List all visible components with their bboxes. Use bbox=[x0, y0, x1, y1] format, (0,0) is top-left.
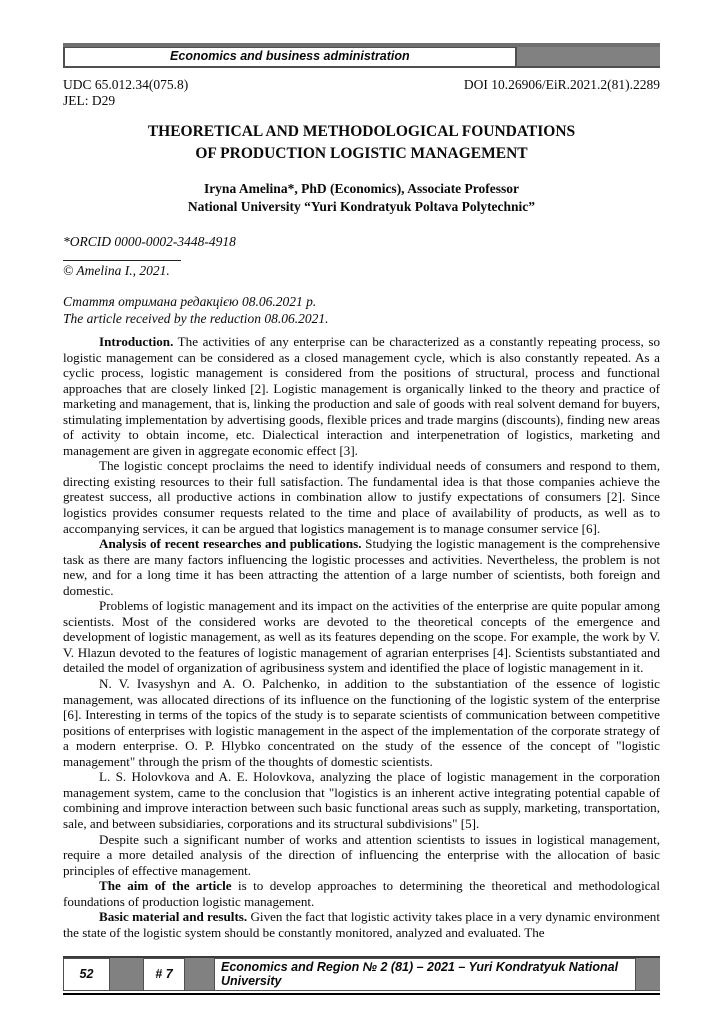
orcid-block bbox=[63, 234, 660, 279]
paragraph bbox=[63, 458, 660, 536]
running-head-row bbox=[63, 43, 660, 68]
author-affiliation-line: National University “Yuri Kondratyuk Poltava Polytechnic” bbox=[187, 199, 536, 214]
journal-title-line: Economics and Region № 2 (81) – 2021 – Yuri Kondratyuk National University bbox=[214, 958, 636, 991]
doi-code: DOI 10.26906/EiR.2021.2(81).2289 bbox=[463, 77, 660, 92]
article-title: THEORETICAL AND METHODOLOGICAL FOUNDATIONS OF PRODUCTION LOGISTIC MANAGEMENT bbox=[147, 123, 576, 162]
paragraph-text: N. V. Ivasyshyn and A. O. Palchenko, in addition to the substantiation of the essence of logistic management, was allocated directions of its influence on the functioning of the logistic system of the enterprise [6]. Interesting in terms of the topics of the study is to separate scientists of communication between competitive positions of enterprises with logistic management in the aspect of the implementation of the corporate strategy of a modern enterprise. O. P. Hlybko concentrated on the study of the essence of the concept of "logistic management" through the prism of the thoughts of domestic scientists. bbox=[63, 676, 660, 769]
paragraph-aim bbox=[63, 878, 660, 909]
paragraph-text: Given the fact that logistic activity takes place in a very dynamic environment the state of the logistic system should be constantly monitored, analyzed and evaluated. The bbox=[63, 909, 660, 940]
paragraph-text: is to develop approaches to determining the theoretical and methodological foundations of production logistic management. bbox=[63, 878, 660, 909]
received-dates bbox=[63, 294, 660, 327]
article-content bbox=[63, 77, 660, 940]
paragraph-text: Studying the logistic management is the comprehensive task as there are many factors influencing the logistic processes and activities. Nevertheless, the problem is not new, and for a long time it has been attracting the attention of a large number of scientists, both foreign and domestic. bbox=[63, 536, 660, 598]
footer-gray-block bbox=[185, 958, 214, 991]
page-footer bbox=[63, 956, 660, 995]
footer-row bbox=[63, 956, 660, 991]
author-block bbox=[63, 180, 660, 216]
paragraph bbox=[63, 598, 660, 676]
jel-code: JEL: D29 bbox=[63, 93, 116, 108]
paragraph-analysis bbox=[63, 536, 660, 598]
running-head-gray-block bbox=[517, 47, 660, 68]
paragraph-lead: Introduction. bbox=[99, 334, 174, 349]
footnote-rule bbox=[63, 260, 181, 261]
meta-row bbox=[63, 77, 660, 93]
running-head bbox=[63, 43, 660, 68]
paragraph-lead: The aim of the article bbox=[99, 878, 232, 894]
article-body bbox=[63, 334, 660, 940]
paragraph-text: Despite such a significant number of works and attention scientists to issues in logistical management, require a more detailed analysis of the direction of influencing the enterprise with the allocation of basic principles of effective management. bbox=[63, 831, 660, 878]
footer-gray-block bbox=[110, 958, 143, 991]
issue-number: # 7 bbox=[143, 958, 185, 991]
paragraph-text: The activities of any enterprise can be characterized as a constantly repeating process, so logistic management can be considered as a closed management cycle, which is also constantly repeated. As a cyclic process, logistic management is considered from the positions of structural, process and functional approaches that are closely linked [2]. Logistic management is organically linked to the theory and practice of marketing and management, that is, linking the production and sale of goods with real solvent demand for buyers, stimulating implementation by advertising goods, flexible prices and trade margins (discounts), finding new areas of activity to obtain income, etc. Dialectical interaction and interpenetration of logistics, marketing and management are given in aggregate economic effect [3]. bbox=[63, 334, 660, 458]
page-number: 52 bbox=[63, 958, 110, 991]
udc-code: UDC 65.012.34(075.8) bbox=[63, 77, 189, 92]
paragraph bbox=[63, 832, 660, 879]
paragraph-introduction bbox=[63, 334, 660, 458]
received-date-uk: Стаття отримана редакцією 08.06.2021 р. bbox=[63, 294, 317, 309]
section-title: Economics and business administration bbox=[63, 47, 517, 68]
paragraph-basic-material bbox=[63, 909, 660, 940]
paragraph-lead: Basic material and results. bbox=[99, 909, 248, 925]
footer-underline bbox=[63, 993, 660, 995]
received-date-en: The article received by the reduction 08.06.2021. bbox=[63, 310, 329, 326]
paragraph-text: The logistic concept proclaims the need to identify individual needs of consumers and respond to them, directing existing resources to their full satisfaction. The fundamental idea is that those companies achieve the greatest success, all productive actions in combination allow to justify expectations of consumers [2]. Since logistics provides consumer requests related to the time and place of availability of products, as well as to accompanying services, it can be argued that logistics management is to manage consumer service [6]. bbox=[63, 458, 660, 536]
paragraph bbox=[63, 676, 660, 769]
footer-gray-block bbox=[636, 958, 660, 991]
author-name-line: Iryna Amelina*, PhD (Economics), Associate Professor bbox=[203, 181, 520, 196]
paragraph-text: Problems of logistic management and its impact on the activities of the enterprise are quite popular among scientists. Most of the considered works are devoted to the theoretical concepts of the emergence and development of logistic management, as well as its features depending on the scope. For example, the work by V. V. Hlazun devoted to the features of logistic management of agrarian enterprises [4]. Scientists substantiated and detailed the model of organization of agribusiness system and identified the place of logistic management in it. bbox=[63, 598, 660, 676]
paragraph bbox=[63, 769, 660, 831]
paragraph-text: L. S. Holovkova and A. E. Holovkova, analyzing the place of logistic management in the corporation management system, came to the conclusion that "logistics is an inherent active integrating potential capable of combining and improve interaction between such basic functional areas such as supply, marketing, transportation, sale, and between subsidiaries, corporations and its structural subdivisions" [5]. bbox=[63, 769, 660, 831]
copyright-line: © Amelina I., 2021. bbox=[63, 263, 170, 278]
orcid-line: *ORCID 0000-0002-3448-4918 bbox=[63, 234, 236, 249]
paragraph-lead: Analysis of recent researches and publications. bbox=[99, 536, 362, 552]
